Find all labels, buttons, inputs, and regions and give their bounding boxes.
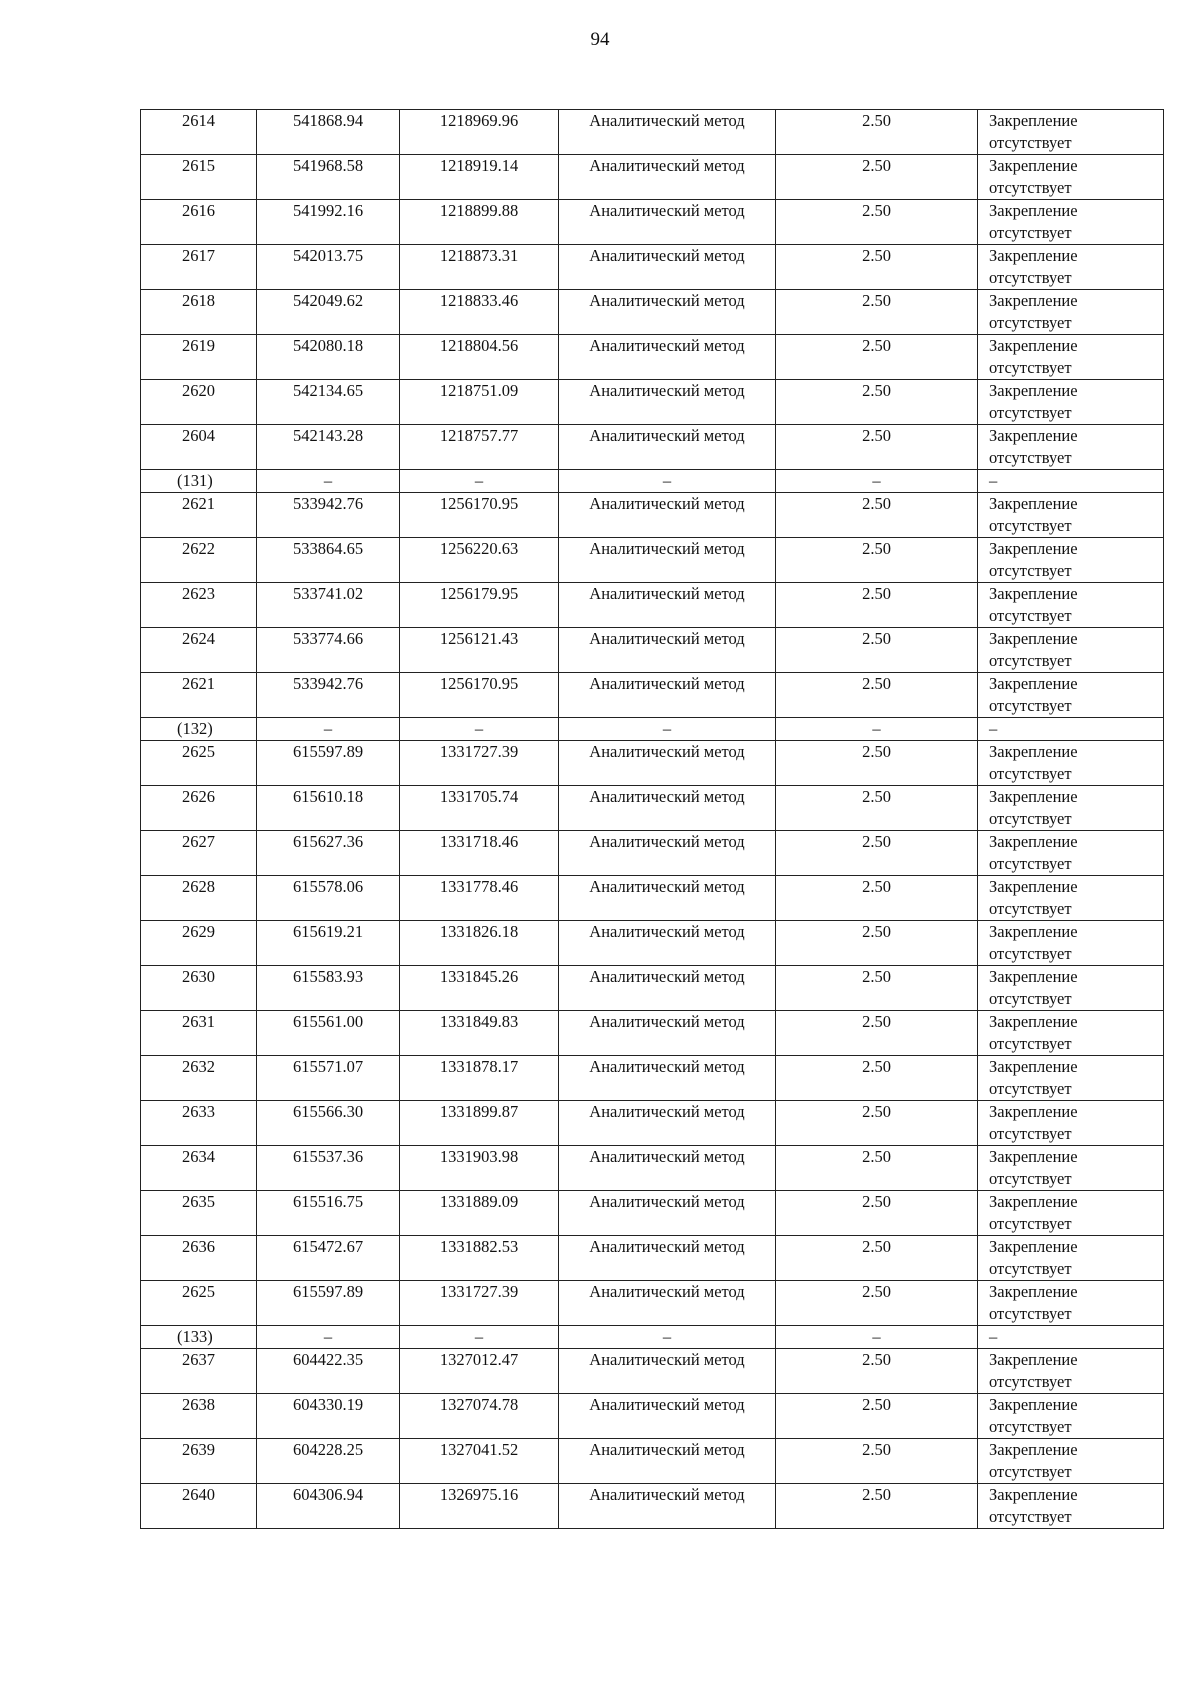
- method-cell: Аналитический метод: [559, 1484, 776, 1529]
- method-cell: Аналитический метод: [559, 831, 776, 876]
- table-row: [141, 628, 1164, 673]
- x-coordinate-cell: 604422.35: [257, 1349, 400, 1394]
- x-coordinate-cell: 615472.67: [257, 1236, 400, 1281]
- accuracy-cell: 2.50: [776, 155, 978, 200]
- method-cell: Аналитический метод: [559, 493, 776, 538]
- accuracy-cell: 2.50: [776, 876, 978, 921]
- fixation-cell: Закрепление отсутствует: [978, 1191, 1164, 1236]
- fixation-cell: Закрепление отсутствует: [978, 1056, 1164, 1101]
- table-row: [141, 1056, 1164, 1101]
- y-coordinate-cell: 1331882.53: [400, 1236, 559, 1281]
- point-number-cell: 2630: [141, 966, 257, 1011]
- table-row: [141, 1349, 1164, 1394]
- x-coordinate-cell: 604330.19: [257, 1394, 400, 1439]
- point-number-cell: 2635: [141, 1191, 257, 1236]
- fixation-cell: Закрепление отсутствует: [978, 290, 1164, 335]
- x-coordinate-cell: 533741.02: [257, 583, 400, 628]
- fixation-cell: Закрепление отсутствует: [978, 1146, 1164, 1191]
- y-coordinate-cell: 1326975.16: [400, 1484, 559, 1529]
- accuracy-cell: 2.50: [776, 966, 978, 1011]
- y-coordinate-cell: 1331705.74: [400, 786, 559, 831]
- accuracy-cell: 2.50: [776, 1146, 978, 1191]
- fixation-cell: Закрепление отсутствует: [978, 1394, 1164, 1439]
- table-row: [141, 1146, 1164, 1191]
- table-row: [141, 1191, 1164, 1236]
- x-coordinate-cell: 533942.76: [257, 493, 400, 538]
- x-coordinate-cell: 615571.07: [257, 1056, 400, 1101]
- point-number-cell: (133): [141, 1326, 257, 1349]
- y-coordinate-cell: 1327074.78: [400, 1394, 559, 1439]
- accuracy-cell: –: [776, 1326, 978, 1349]
- accuracy-cell: 2.50: [776, 425, 978, 470]
- point-number-cell: 2614: [141, 110, 257, 155]
- y-coordinate-cell: 1327041.52: [400, 1439, 559, 1484]
- y-coordinate-cell: 1331727.39: [400, 1281, 559, 1326]
- table-row: [141, 1484, 1164, 1529]
- y-coordinate-cell: 1331718.46: [400, 831, 559, 876]
- point-number-cell: 2634: [141, 1146, 257, 1191]
- table-row: [141, 876, 1164, 921]
- point-number-cell: 2631: [141, 1011, 257, 1056]
- accuracy-cell: 2.50: [776, 200, 978, 245]
- point-number-cell: (132): [141, 718, 257, 741]
- accuracy-cell: 2.50: [776, 831, 978, 876]
- y-coordinate-cell: 1256179.95: [400, 583, 559, 628]
- table-row: [141, 1011, 1164, 1056]
- accuracy-cell: 2.50: [776, 493, 978, 538]
- fixation-cell: Закрепление отсутствует: [978, 966, 1164, 1011]
- x-coordinate-cell: 533942.76: [257, 673, 400, 718]
- accuracy-cell: 2.50: [776, 1439, 978, 1484]
- x-coordinate-cell: 615578.06: [257, 876, 400, 921]
- x-coordinate-cell: 604306.94: [257, 1484, 400, 1529]
- point-number-cell: 2621: [141, 673, 257, 718]
- fixation-cell: Закрепление отсутствует: [978, 380, 1164, 425]
- x-coordinate-cell: 615610.18: [257, 786, 400, 831]
- y-coordinate-cell: 1256170.95: [400, 673, 559, 718]
- point-number-cell: 2633: [141, 1101, 257, 1146]
- accuracy-cell: –: [776, 470, 978, 493]
- x-coordinate-cell: 542080.18: [257, 335, 400, 380]
- x-coordinate-cell: 542134.65: [257, 380, 400, 425]
- accuracy-cell: 2.50: [776, 1101, 978, 1146]
- point-number-cell: 2621: [141, 493, 257, 538]
- accuracy-cell: 2.50: [776, 380, 978, 425]
- x-coordinate-cell: 542049.62: [257, 290, 400, 335]
- y-coordinate-cell: –: [400, 470, 559, 493]
- coordinates-table: [140, 109, 1164, 1529]
- method-cell: Аналитический метод: [559, 200, 776, 245]
- y-coordinate-cell: 1256170.95: [400, 493, 559, 538]
- accuracy-cell: 2.50: [776, 1236, 978, 1281]
- accuracy-cell: 2.50: [776, 538, 978, 583]
- point-number-cell: 2618: [141, 290, 257, 335]
- fixation-cell: Закрепление отсутствует: [978, 1236, 1164, 1281]
- table-row: [141, 538, 1164, 583]
- accuracy-cell: 2.50: [776, 1349, 978, 1394]
- table-row: [141, 1394, 1164, 1439]
- point-number-cell: 2627: [141, 831, 257, 876]
- point-number-cell: 2626: [141, 786, 257, 831]
- accuracy-cell: 2.50: [776, 290, 978, 335]
- accuracy-cell: 2.50: [776, 673, 978, 718]
- fixation-cell: Закрепление отсутствует: [978, 538, 1164, 583]
- y-coordinate-cell: 1256220.63: [400, 538, 559, 583]
- y-coordinate-cell: 1218969.96: [400, 110, 559, 155]
- x-coordinate-cell: 615619.21: [257, 921, 400, 966]
- table-row: [141, 155, 1164, 200]
- method-cell: Аналитический метод: [559, 628, 776, 673]
- point-number-cell: 2637: [141, 1349, 257, 1394]
- method-cell: Аналитический метод: [559, 538, 776, 583]
- fixation-cell: Закрепление отсутствует: [978, 1439, 1164, 1484]
- table-row: [141, 1236, 1164, 1281]
- y-coordinate-cell: 1331878.17: [400, 1056, 559, 1101]
- method-cell: Аналитический метод: [559, 1439, 776, 1484]
- method-cell: Аналитический метод: [559, 921, 776, 966]
- table-row: [141, 741, 1164, 786]
- accuracy-cell: 2.50: [776, 628, 978, 673]
- fixation-cell: Закрепление отсутствует: [978, 155, 1164, 200]
- y-coordinate-cell: 1218899.88: [400, 200, 559, 245]
- table-row: [141, 425, 1164, 470]
- point-number-cell: (131): [141, 470, 257, 493]
- table-row: [141, 110, 1164, 155]
- fixation-cell: Закрепление отсутствует: [978, 1101, 1164, 1146]
- y-coordinate-cell: –: [400, 718, 559, 741]
- point-number-cell: 2616: [141, 200, 257, 245]
- point-number-cell: 2625: [141, 741, 257, 786]
- table-row: [141, 966, 1164, 1011]
- point-number-cell: 2639: [141, 1439, 257, 1484]
- method-cell: Аналитический метод: [559, 290, 776, 335]
- x-coordinate-cell: –: [257, 1326, 400, 1349]
- x-coordinate-cell: 615597.89: [257, 1281, 400, 1326]
- accuracy-cell: 2.50: [776, 741, 978, 786]
- fixation-cell: Закрепление отсутствует: [978, 110, 1164, 155]
- x-coordinate-cell: 542143.28: [257, 425, 400, 470]
- x-coordinate-cell: –: [257, 470, 400, 493]
- point-number-cell: 2640: [141, 1484, 257, 1529]
- table-row: [141, 335, 1164, 380]
- method-cell: Аналитический метод: [559, 155, 776, 200]
- table-row: [141, 200, 1164, 245]
- table-row: [141, 290, 1164, 335]
- fixation-cell: Закрепление отсутствует: [978, 425, 1164, 470]
- method-cell: Аналитический метод: [559, 1146, 776, 1191]
- point-number-cell: 2632: [141, 1056, 257, 1101]
- accuracy-cell: 2.50: [776, 110, 978, 155]
- y-coordinate-cell: 1331727.39: [400, 741, 559, 786]
- fixation-cell: Закрепление отсутствует: [978, 1349, 1164, 1394]
- x-coordinate-cell: 615597.89: [257, 741, 400, 786]
- contour-separator-row: [141, 1326, 1164, 1349]
- method-cell: Аналитический метод: [559, 1056, 776, 1101]
- point-number-cell: 2625: [141, 1281, 257, 1326]
- accuracy-cell: 2.50: [776, 786, 978, 831]
- fixation-cell: Закрепление отсутствует: [978, 245, 1164, 290]
- x-coordinate-cell: 604228.25: [257, 1439, 400, 1484]
- fixation-cell: Закрепление отсутствует: [978, 741, 1164, 786]
- accuracy-cell: –: [776, 718, 978, 741]
- fixation-cell: Закрепление отсутствует: [978, 200, 1164, 245]
- x-coordinate-cell: 615566.30: [257, 1101, 400, 1146]
- fixation-cell: Закрепление отсутствует: [978, 786, 1164, 831]
- y-coordinate-cell: –: [400, 1326, 559, 1349]
- accuracy-cell: 2.50: [776, 1056, 978, 1101]
- point-number-cell: 2623: [141, 583, 257, 628]
- accuracy-cell: 2.50: [776, 1484, 978, 1529]
- table-row: [141, 786, 1164, 831]
- method-cell: Аналитический метод: [559, 741, 776, 786]
- method-cell: Аналитический метод: [559, 673, 776, 718]
- table-row: [141, 583, 1164, 628]
- method-cell: Аналитический метод: [559, 1101, 776, 1146]
- x-coordinate-cell: 615583.93: [257, 966, 400, 1011]
- x-coordinate-cell: 533774.66: [257, 628, 400, 673]
- point-number-cell: 2615: [141, 155, 257, 200]
- y-coordinate-cell: 1331826.18: [400, 921, 559, 966]
- y-coordinate-cell: 1218757.77: [400, 425, 559, 470]
- y-coordinate-cell: 1331889.09: [400, 1191, 559, 1236]
- x-coordinate-cell: 615627.36: [257, 831, 400, 876]
- method-cell: Аналитический метод: [559, 425, 776, 470]
- method-cell: Аналитический метод: [559, 583, 776, 628]
- table-body: [141, 110, 1164, 1529]
- y-coordinate-cell: 1331778.46: [400, 876, 559, 921]
- accuracy-cell: 2.50: [776, 335, 978, 380]
- method-cell: Аналитический метод: [559, 1011, 776, 1056]
- point-number-cell: 2629: [141, 921, 257, 966]
- point-number-cell: 2636: [141, 1236, 257, 1281]
- x-coordinate-cell: 541968.58: [257, 155, 400, 200]
- method-cell: Аналитический метод: [559, 335, 776, 380]
- fixation-cell: Закрепление отсутствует: [978, 1484, 1164, 1529]
- accuracy-cell: 2.50: [776, 1011, 978, 1056]
- point-number-cell: 2624: [141, 628, 257, 673]
- point-number-cell: 2604: [141, 425, 257, 470]
- point-number-cell: 2638: [141, 1394, 257, 1439]
- method-cell: Аналитический метод: [559, 1394, 776, 1439]
- x-coordinate-cell: 615516.75: [257, 1191, 400, 1236]
- x-coordinate-cell: 615561.00: [257, 1011, 400, 1056]
- contour-separator-row: [141, 718, 1164, 741]
- method-cell: Аналитический метод: [559, 380, 776, 425]
- fixation-cell: Закрепление отсутствует: [978, 335, 1164, 380]
- table-row: [141, 1101, 1164, 1146]
- accuracy-cell: 2.50: [776, 921, 978, 966]
- fixation-cell: Закрепление отсутствует: [978, 831, 1164, 876]
- y-coordinate-cell: 1218873.31: [400, 245, 559, 290]
- y-coordinate-cell: 1331903.98: [400, 1146, 559, 1191]
- y-coordinate-cell: 1331899.87: [400, 1101, 559, 1146]
- point-number-cell: 2617: [141, 245, 257, 290]
- x-coordinate-cell: –: [257, 718, 400, 741]
- table-row: [141, 245, 1164, 290]
- method-cell: –: [559, 1326, 776, 1349]
- method-cell: Аналитический метод: [559, 876, 776, 921]
- fixation-cell: Закрепление отсутствует: [978, 921, 1164, 966]
- accuracy-cell: 2.50: [776, 1191, 978, 1236]
- point-number-cell: 2628: [141, 876, 257, 921]
- fixation-cell: Закрепление отсутствует: [978, 876, 1164, 921]
- method-cell: Аналитический метод: [559, 110, 776, 155]
- method-cell: Аналитический метод: [559, 245, 776, 290]
- x-coordinate-cell: 542013.75: [257, 245, 400, 290]
- table-row: [141, 921, 1164, 966]
- x-coordinate-cell: 541992.16: [257, 200, 400, 245]
- fixation-cell: Закрепление отсутствует: [978, 1281, 1164, 1326]
- y-coordinate-cell: 1218751.09: [400, 380, 559, 425]
- y-coordinate-cell: 1218919.14: [400, 155, 559, 200]
- accuracy-cell: 2.50: [776, 583, 978, 628]
- fixation-cell: –: [978, 718, 1164, 741]
- accuracy-cell: 2.50: [776, 1281, 978, 1326]
- accuracy-cell: 2.50: [776, 1394, 978, 1439]
- fixation-cell: Закрепление отсутствует: [978, 493, 1164, 538]
- fixation-cell: Закрепление отсутствует: [978, 583, 1164, 628]
- point-number-cell: 2620: [141, 380, 257, 425]
- y-coordinate-cell: 1327012.47: [400, 1349, 559, 1394]
- method-cell: –: [559, 718, 776, 741]
- method-cell: Аналитический метод: [559, 1281, 776, 1326]
- x-coordinate-cell: 533864.65: [257, 538, 400, 583]
- fixation-cell: –: [978, 470, 1164, 493]
- fixation-cell: Закрепление отсутствует: [978, 673, 1164, 718]
- y-coordinate-cell: 1331849.83: [400, 1011, 559, 1056]
- y-coordinate-cell: 1331845.26: [400, 966, 559, 1011]
- method-cell: Аналитический метод: [559, 786, 776, 831]
- point-number-cell: 2619: [141, 335, 257, 380]
- table-row: [141, 493, 1164, 538]
- x-coordinate-cell: 541868.94: [257, 110, 400, 155]
- table-row: [141, 673, 1164, 718]
- x-coordinate-cell: 615537.36: [257, 1146, 400, 1191]
- table-row: [141, 380, 1164, 425]
- fixation-cell: Закрепление отсутствует: [978, 628, 1164, 673]
- y-coordinate-cell: 1256121.43: [400, 628, 559, 673]
- fixation-cell: –: [978, 1326, 1164, 1349]
- method-cell: Аналитический метод: [559, 1191, 776, 1236]
- fixation-cell: Закрепление отсутствует: [978, 1011, 1164, 1056]
- y-coordinate-cell: 1218833.46: [400, 290, 559, 335]
- y-coordinate-cell: 1218804.56: [400, 335, 559, 380]
- method-cell: Аналитический метод: [559, 966, 776, 1011]
- point-number-cell: 2622: [141, 538, 257, 583]
- method-cell: Аналитический метод: [559, 1349, 776, 1394]
- accuracy-cell: 2.50: [776, 245, 978, 290]
- contour-separator-row: [141, 470, 1164, 493]
- method-cell: Аналитический метод: [559, 1236, 776, 1281]
- method-cell: –: [559, 470, 776, 493]
- table-row: [141, 1439, 1164, 1484]
- table-row: [141, 831, 1164, 876]
- page-number: 94: [590, 29, 610, 50]
- table-row: [141, 1281, 1164, 1326]
